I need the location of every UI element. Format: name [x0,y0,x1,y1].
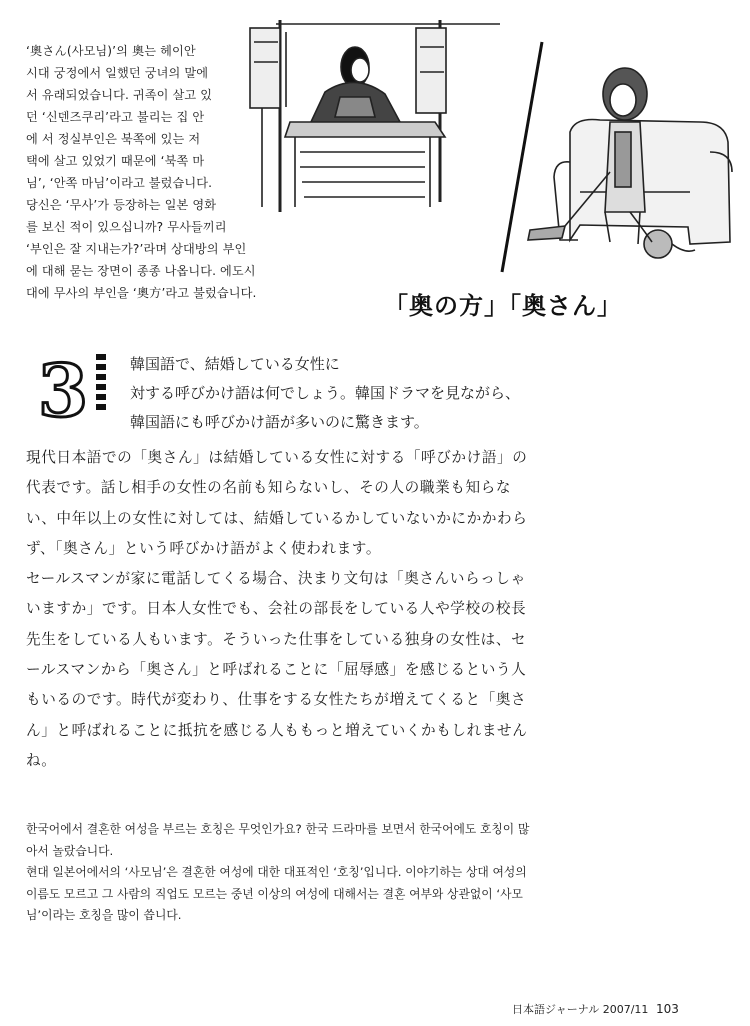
japanese-body [26,443,531,776]
intro-line: 를 보신 적이 있으십니까? 무사들끼리 [26,220,227,234]
page-footer [512,1001,679,1017]
intro-line: 대에 무사의 부인을 ‘奧方’라고 불렀습니다. [26,286,257,300]
body-paragraph: セールスマンが家に電話してくる場合、決まり文句は「奥さんいらっしゃいますか」です。日本人女性でも、会社の部長をしている人や学校の校長先生をしている人もいます。そういった仕事をしている独身の女性は、セールスマンから「奥さん」と呼ばれることに「屈辱感」を感じるという人もいるのです。時代が変わり、仕事をする女性たちが増えてくると「奥さん」と呼ばれることに抵抗を感じる人ももっと増えていくかもしれませんね。 [26,570,528,769]
intro-line: 님’, ‘안쪽 마님’이라고 불렀습니다. [26,176,213,190]
housewife-illustration [528,68,732,258]
intro-line: 당신은 ‘무사’가 등장하는 일본 영화 [26,198,217,212]
intro-line: 에 대해 묻는 장면이 종종 나옵니다. 에도시 [26,264,256,278]
intro-line: 던 ‘신덴즈쿠리’라고 불리는 집 안 [26,110,205,124]
question-text [130,350,550,437]
illustration [240,12,740,297]
body-paragraph: 現代日本語での「奥さん」は結婚している女性に対する「呼びかけ語」の代表です。話し相手の女性の名前も知らないし、その人の職業も知らない、中年以上の女性に対しては、結婚しているかしていないかにかかわらず、「奥さん」という呼びかけ語がよく使われます。 [26,449,528,557]
intro-line: ‘부인은 잘 지내는가?’라며 상대방의 부인 [26,242,247,256]
section-number-text: 3 [38,348,89,428]
intro-line: 에 서 정실부인은 북쪽에 있는 저 [26,132,201,146]
intro-line: 서 유래되었습니다. 귀족이 살고 있 [26,88,213,102]
intro-line: 시대 궁정에서 일했던 궁녀의 말에 [26,66,209,80]
translation-paragraph: 현대 일본어에서의 ‘사모님’은 결혼한 여성에 대한 대표적인 ‘호칭’입니다. 이야기하는 상대 여성의 이름도 모르고 그 사람의 직업도 모르는 중년 이상의 여성에 대해서는 결혼 여부와 상관없이 ‘사모님’이라는 호칭을 많이 씁니다. [26,865,527,922]
heian-noblewoman-illustration [250,20,500,212]
korean-intro-text [26,40,274,304]
question-line: 韓国語で、結婚している女性に [130,355,340,373]
question-line: 韓国語にも呼びかけ語が多いのに驚きます。 [130,413,429,431]
section-number-3 [30,348,126,428]
korean-translation [26,819,536,927]
caption-title: 「奥の方」「奥さん」 [384,292,622,320]
intro-line: 택에 살고 있었기 때문에 ‘북쪽 마 [26,154,205,168]
intro-line: ‘奧さん(사모님)’의 奧는 헤이안 [26,44,196,58]
publication-name: 日本語ジャーナル 2007/11 [512,1003,649,1016]
question-line: 対する呼びかけ語は何でしょう。韓国ドラマを見ながら、 [130,384,521,402]
translation-paragraph: 한국어에서 결혼한 여성을 부르는 호칭은 무엇인가요? 한국 드라마를 보면서 한국어에도 호칭이 많아서 놀랐습니다. [26,822,530,858]
page-number: 103 [655,1002,679,1016]
